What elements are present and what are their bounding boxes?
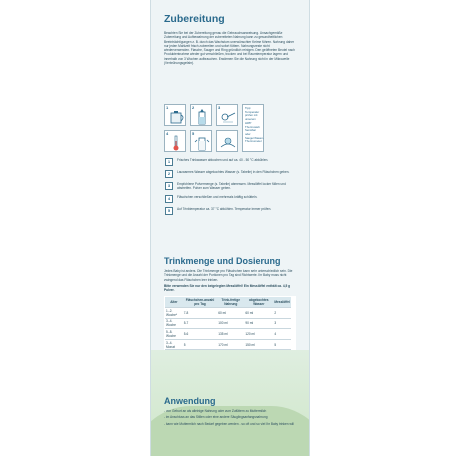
step-3: 3 Empfohlene Pulvermenge (s. Tabelle) abmessen. Messlöffel locker füllen und abstreifen. Pulver zum Wasser geben. — [165, 182, 297, 191]
step-1-kettle-icon: 1 — [164, 104, 186, 126]
th-flaeschchen: Fläschchen-anzahl pro Tag — [183, 297, 217, 307]
anwendung-item-2: - im Anschluss an das Stillen oder eine andere Säuglingsanfangsnahrung — [164, 415, 268, 420]
anwendung-item-1: - von Geburt an als alleinige Nahrung oder zum Zufüttern zu Muttermilch — [164, 409, 267, 413]
tip-box: Tipp: Temperatur prüfen mit unserem HiPP Thermosieb Sensibar oder Sauger/Nasen-Thermometer — [242, 104, 264, 152]
anwendung-item-3: - kann wie Muttermilch nach Bedarf gegeben werden - so oft und so viel Ihr Baby trinken will — [164, 421, 294, 426]
table-row: 5.-8. Woche 5-6 135 ml 120 ml 4 — [165, 329, 291, 340]
zubereitung-intro: Beachten Sie bei der Zubereitung genau die Gebrauchsanweisung. Unsachgemäße Zubereitung und Aufbewahrung der zubereiteten Nahrung kann zu gesundheitlichen Beeinträchtigungen z. B. durch das Wachstum unerwünschter Keime führen. Nahrung daher nur jeden Mahlzeit frisch zubereiten und sofort füttern. Nahrungsreste nicht wiederverwenden. Flasche, Sauger und Ring gründlich reinigen. Den geöffneten Beutel nach Produktentnahme wieder gut verschließen, trocken und bei Raumtemperatur lagern und innerhalb von 3 Wochen aufbrauchen. Erwärmen Sie die Nahrung nicht in der Mikrowelle (Verbrühungsgefahr). — [164, 31, 295, 66]
step-3-scoop-icon: 3 — [216, 104, 238, 126]
step-5: 5 Auf Trinktemperatur ca. 37 °C abkühlen. Temperatur immer prüfen. — [165, 207, 297, 215]
zubereitung-title: Zubereitung — [164, 13, 225, 25]
step-2: 2 Lauwarmes Wasser abgekochtes Wasser (s. Tabelle) in den Fläschchen geben. — [165, 170, 297, 178]
step-4-thermometer-icon: 4 — [164, 130, 186, 152]
anwendung-section — [164, 396, 296, 426]
table-row: 3.-4. Monat 5 170 ml 150 ml 5 — [165, 339, 291, 350]
step-1: 1 Frisches Trinkwasser abkochen und auf ca. 40 - 50 °C abkühlen. — [165, 158, 297, 166]
preparation-icons — [164, 104, 296, 154]
table-row: 1.-2. Woche* 7-8 60 ml 60 ml 2 — [165, 308, 291, 319]
dosierung-title: Trinkmenge und Dosierung — [164, 256, 281, 266]
step-4: 4 Fläschchen verschließen und mehrmals kräftig schütteln. — [165, 195, 297, 203]
step-2-bottle-icon: 2 — [190, 104, 212, 126]
steps-list — [165, 158, 297, 215]
dosierung-text: Jedes Baby ist anders. Die Trinkmenge pro Fläschchen kann sehr unterschiedlich sein. Die Trinkmenge und die Anzahl der Portionen pro Tag sind Richtwerte. Ihr Baby muss nicht zwingend das Fläschchen leer trinken. — [164, 269, 293, 282]
step-6-feeding-icon — [216, 130, 238, 152]
th-alter: Alter — [165, 297, 183, 307]
anwendung-title: Anwendung — [164, 396, 216, 406]
table-row: 3.-4. Woche 5-7 100 ml 90 ml 3 — [165, 318, 291, 329]
th-messloeffel: Messlöffel — [273, 297, 291, 307]
step-5-bottle-shake-icon: 5 — [190, 130, 212, 152]
th-wasser: abgekochtes Wasser — [244, 297, 273, 307]
th-nahrung: Trink-fertige Nahrung — [217, 297, 244, 307]
package-panel — [150, 0, 310, 456]
dosierung-warning: Bitte verwenden Sie nur den beigelegten Messlöffel! Ein Messlöffel enthält ca. 4,5 g Pulver. — [164, 283, 291, 293]
